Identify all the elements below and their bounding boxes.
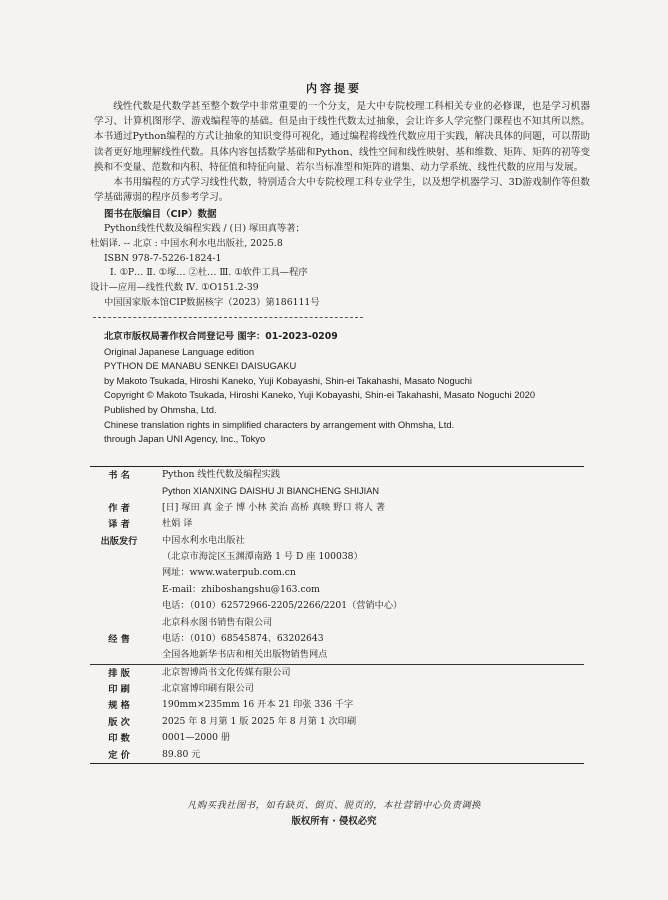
colophon-label: 作 者 [108,502,130,514]
printer: 北京富博印刷有限公司 [162,683,254,695]
authors: [日] 塚田 真 金子 博 小林 羑治 高桥 真映 野口 将人 著 [162,501,386,513]
rights-line: Original Japanese Language edition [104,345,255,357]
rights-line: by Makoto Tsukada, Hiroshi Kaneko, Yuji Kobayashi, Shin-ei Takahashi, Masato Noguchi [104,374,472,386]
publisher-email: E-mail：zhiboshangshu@163.com [162,583,320,595]
rights-line: Published by Ohmsha, Ltd. [104,403,217,415]
colophon-row-typesetting [90,664,584,681]
specifications: 190mm×235mm 16 开本 21 印张 336 千字 [162,699,354,711]
publisher-address: （北京市海淀区玉渊潭南路 1 号 D 座 100038） [162,550,363,562]
cip-block [90,222,550,311]
publisher-name: 中国水利水电出版社 [162,534,245,546]
colophon-label: 出版发行 [100,535,138,547]
book-title-pinyin: Python XIANXING DAISHU JI BIANCHENG SHIJIAN [162,486,379,497]
colophon-row-translator [90,516,584,532]
colophon-label: 译 者 [108,519,130,531]
colophon-row-edition [90,714,584,730]
colophon-row-printing [90,681,584,697]
colophon-row-specs [90,697,584,713]
colophon-row-publisher [90,533,584,615]
summary-text [94,99,590,205]
cip-line: 中国国家版本馆CIP数据核字（2023）第186111号 [104,296,320,308]
typesetter: 北京智博尚书文化传媒有限公司 [162,666,291,678]
rights-line: PYTHON DE MANABU SENKEI DAISUGAKU [104,360,297,372]
colophon-table [90,466,584,764]
cip-line: Ⅰ. ①P… Ⅱ. ①塚… ②杜… Ⅲ. ①软件工具—程序 [110,267,308,279]
cip-line: 杜娟译. -- 北京 : 中国水利水电出版社, 2025.8 [90,237,283,249]
rights-reserved: 版权所有 · 侵权必究 [291,816,377,827]
price: 89.80 元 [162,748,201,760]
edition: 2025 年 8 月第 1 版 2025 年 8 月第 1 次印刷 [162,715,357,727]
cip-heading: 图书在版编目（CIP）数据 [104,209,217,220]
colophon-row-price [90,747,584,763]
summary-paragraph: 本书用编程的方式学习线性代数，特别适合大中专院校理工科专业学生，以及想学机器学习、3D游戏制作等但数学基础薄弱的程序员参考学习。 [94,177,590,204]
colophon-label: 规 格 [108,700,130,712]
distributor-outlets: 全国各地新华书店和相关出版物销售网点 [162,649,328,661]
summary-title: 内容提要 [306,82,362,95]
rights-line: through Japan UNI Agency, Inc., Tokyo [104,433,266,445]
dashed-divider [93,317,363,318]
summary-paragraph: 线性代数是代数学甚至整个数学中非常重要的一个分支，是大中专院校理工科相关专业的必修课，也是学习机器学习、计算机图形学、游戏编程等的基础。但是由于线性代数太过抽象，会让许多人学完整门课程也不知其所以然。本书通过Python编程的方式让抽象的知识变得可视化，通过编程将线性代数应用于实践，解决具体的问题，可以帮助读者更好地理解线性代数。具体内容包括数学基础和Python、线性空间和线性映射、基和维数、矩阵、矩阵的初等变换和不变量、范数和内积、特征值和特征向量、若尔当标准型和矩阵的谱集、动力学系统、线性代数的应用与发展。 [94,101,590,173]
colophon-label: 版 次 [108,716,130,728]
colophon-label: 排 版 [108,667,130,679]
colophon-label: 印 数 [108,733,130,745]
book-title-cn: Python 线性代数及编程实践 [162,469,281,480]
cip-line: Python线性代数及编程实践 / (日) 塚田真等著； [104,223,305,234]
publisher-phone: 电话：（010）62572966-2205/2266/2201（营销中心） [162,600,403,612]
colophon-row-distribution [90,615,584,664]
rights-line: Copyright © Makoto Tsukada, Hiroshi Kaneko, Yuji Kobayashi, Shin-ei Takahashi, Masato Noguchi 2020 [104,389,536,401]
translator: 杜娟 译 [162,518,193,530]
distributor-phone: 电话：（010）68545874、63202643 [162,632,324,644]
print-run: 0001—2000 册 [162,732,231,744]
cip-line: 设计—应用—线性代数 Ⅳ. ①O151.2-39 [90,282,259,294]
copyright-registration: 北京市版权局著作权合同登记号 图字：01-2023-0209 [104,331,338,342]
publisher-website: 网址：www.waterpub.com.cn [162,567,296,579]
colophon-row-author [90,500,584,516]
rights-line: Chinese translation rights in simplified characters by arrangement with Ohmsha, Ltd. [104,418,455,430]
colophon-label: 经 售 [108,633,130,645]
colophon-label: 书 名 [108,470,130,481]
colophon-label: 印 刷 [108,684,130,696]
colophon-label: 定 价 [108,749,130,761]
cip-line: ISBN 978-7-5226-1824-1 [104,252,222,264]
replacement-notice: 凡购买我社图书，如有缺页、倒页、脱页的，本社营销中心负责调换 [187,800,481,811]
distributor-name: 北京科水图书销售有限公司 [162,616,273,628]
colophon-row-print-run [90,730,584,746]
colophon-row-title [90,467,584,500]
registration-block [104,330,535,447]
